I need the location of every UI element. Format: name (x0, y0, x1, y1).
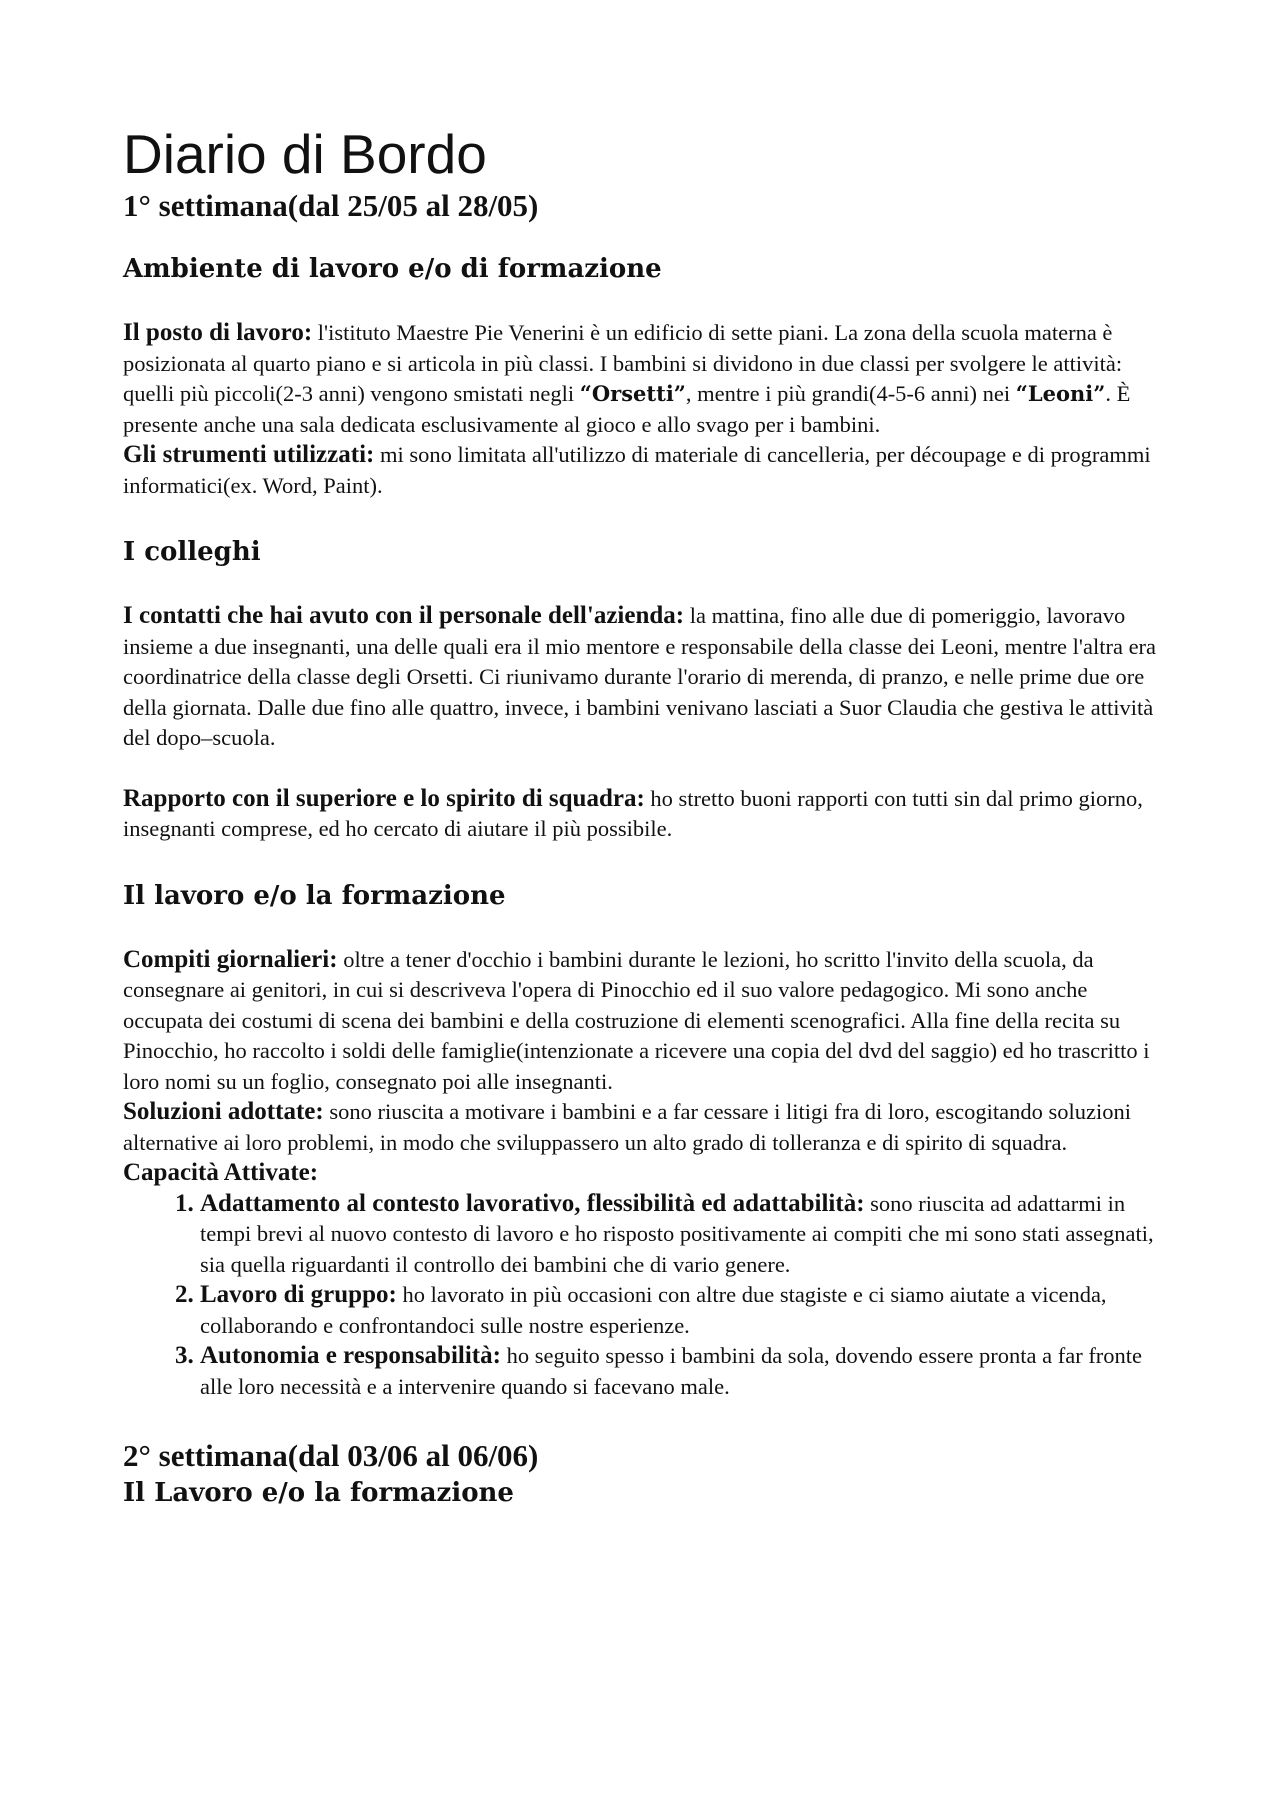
text-compiti: oltre a tener d'occhio i bambini durante le lezioni, ho scritto l'invito della scuola, da consegnare ai genitori, in cui si descriveva l'opera di Pinocchio ed il suo valore pedagogico. Mi sono anche occupata dei costumi di scena dei bambini e della costruzione di elementi scenografici. Alla fine della recita su Pinocchio, ho raccolto i soldi delle famiglie(intenzionate a ricevere una copia del dvd del saggio) ed ho trascritto i loro nomi su un foglio, consegnato poi alle insegnanti. (123, 946, 1150, 1094)
paragraph-rapporto (123, 784, 1160, 845)
section-lavoro-heading: Il lavoro e/o la formazione (123, 880, 506, 911)
capacita-list (123, 1189, 1160, 1403)
text-strumenti: mi sono limitata all'utilizzo di materiale di cancelleria, per découpage e di programmi informatici(ex. Word, Paint). (123, 442, 1151, 498)
capacita-label: Autonomia e responsabilità: (200, 1342, 501, 1369)
capacita-text: ho lavorato in più occasioni con altre due stagiste e ci siamo aiutate a vicenda, collaborando e confrontandoci sulle nostre esperienze. (200, 1282, 1107, 1338)
paragraph-posto-di-lavoro (123, 318, 1160, 440)
week2-lavoro-heading: Il Lavoro e/o la formazione (123, 1478, 514, 1508)
week2-heading: 2° settimana(dal 03/06 al 06/06) (123, 1438, 539, 1473)
text-contatti: la mattina, fino alle due di pomeriggio, lavoravo insieme a due insegnanti, una delle quali era il mio mentore e responsabile della classe dei Leoni, mentre l'altra era coordinatrice della classe degli Orsetti. Ci riunivamo durante l'orario di merenda, di pranzo, e nelle prime due ore della giornata. Dalle due fino alle quattro, invece, i bambini venivano lasciati a Suor Claudia che gestiva le attività del dopo–scuola. (123, 603, 1157, 750)
capacita-text: sono riuscita ad adattarmi in tempi brevi al nuovo contesto di lavoro e ho risposto positivamente ai compiti che mi sono stati assegnati, sia quella riguardanti il controllo dei bambini che di vario genere. (200, 1190, 1154, 1277)
capacita-label: Adattamento al contesto lavorativo, flessibilità ed adattabilità: (200, 1189, 865, 1217)
text-soluzioni: sono riuscita a motivare i bambini e a far cessare i litigi fra di loro, escogitando soluzioni alternative ai loro problemi, in modo che sviluppassero un alto grado di tolleranza e di spirito di squadra. (123, 1099, 1131, 1155)
week1-heading: 1° settimana(dal 25/05 al 28/05) (123, 188, 539, 223)
text-posto-b: , mentre i più grandi(4-5-6 anni) nei (685, 381, 1016, 406)
document-title: Diario di Bordo (123, 123, 487, 185)
paragraph-contatti (123, 601, 1160, 754)
list-item (200, 1280, 1160, 1341)
capacita-label: Lavoro di gruppo: (200, 1281, 397, 1308)
section-colleghi-heading: I colleghi (123, 537, 261, 567)
label-contatti: I contatti che hai avuto con il personale dell'azienda: (123, 602, 685, 629)
capacita-text: ho seguito spesso i bambini da sola, dovendo essere pronta a far fronte alle loro necessità e a intervenire quando si facevano male. (200, 1343, 1143, 1399)
label-compiti: Compiti giornalieri: (123, 945, 338, 973)
list-item (200, 1341, 1160, 1402)
label-capacita: Capacità Attivate: (123, 1159, 319, 1186)
section-ambiente-heading: Ambiente di lavoro e/o di formazione (123, 254, 662, 284)
label-posto-di-lavoro: Il posto di lavoro: (123, 319, 313, 346)
paragraph-strumenti (123, 440, 1160, 501)
paragraph-compiti (123, 945, 1160, 1098)
label-soluzioni: Soluzioni adottate: (123, 1098, 324, 1125)
label-strumenti: Gli strumenti utilizzati: (123, 441, 375, 468)
paragraph-capacita (123, 1158, 1160, 1189)
label-rapporto: Rapporto con il superiore e lo spirito di squadra: (123, 784, 645, 812)
text-rapporto: ho stretto buoni rapporti con tutti sin dal primo giorno, insegnanti comprese, ed ho cercato di aiutare il più possibile. (123, 785, 1143, 841)
text-posto-a: l'istituto Maestre Pie Venerini è un edificio di sette piani. La zona della scuola materna è posizionata al quarto piano e si articola in più classi. I bambini si dividono in due classi per svolgere le attività: quelli più piccoli(2-3 anni) vengono smistati negli (123, 320, 1123, 406)
class-name-orsetti: “Orsetti” (579, 381, 686, 406)
paragraph-soluzioni (123, 1097, 1160, 1158)
class-name-leoni: “Leoni” (1015, 381, 1106, 406)
text-posto-c: . È presente anche una sala dedicata esclusivamente al gioco e allo svago per i bambini. (123, 381, 1131, 437)
list-item (200, 1189, 1160, 1281)
